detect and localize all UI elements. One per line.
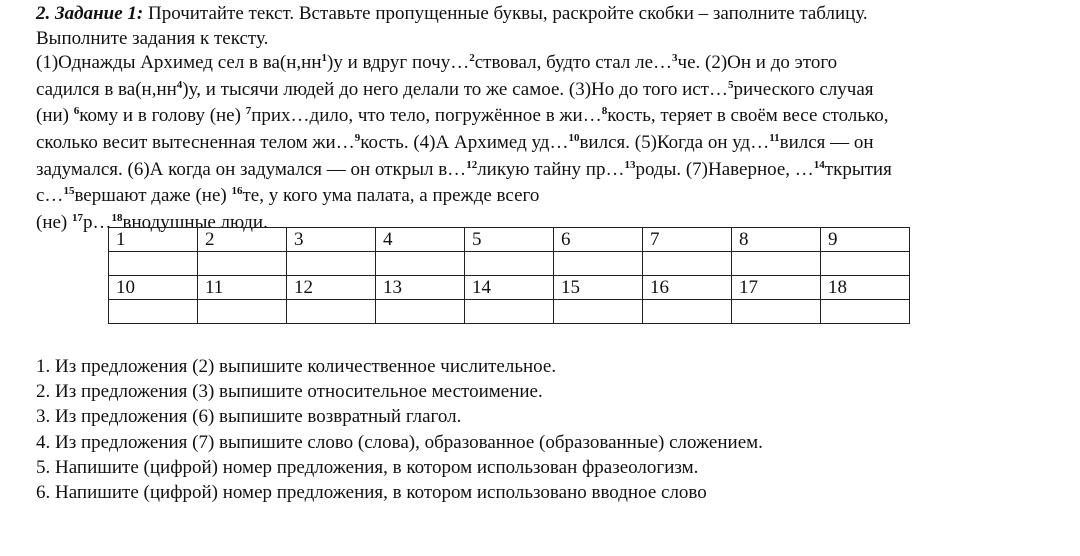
gap-number: 4 [176,78,183,91]
passage-text-fragment: р… [83,211,112,233]
passage-text-fragment: садился в ва(н,нн [36,78,177,100]
passage-text-fragment: кому и в голову (не) [79,105,246,127]
table-number-cell: 5 [465,228,554,252]
question-list [36,354,763,505]
gap-number: 13 [624,158,636,171]
gap-number: 18 [111,211,123,224]
gap-number: 8 [601,105,608,118]
table-number-cell: 11 [198,276,287,300]
passage-text-fragment: рического случая [733,78,874,100]
table-answer-row-2 [109,300,910,324]
table-number-cell: 6 [554,228,643,252]
table-number-cell: 16 [643,276,732,300]
question-item: 1. Из предложения (2) выпишите количественное числительное. [36,356,557,377]
table-answer-cell[interactable] [643,252,732,276]
table-number-cell: 3 [287,228,376,252]
question-item: 5. Напишите (цифрой) номер предложения, в котором использован фразеологизм. [36,456,699,478]
table-number-cell: 1 [109,228,198,252]
passage-line [36,158,1056,185]
gap-number: 3 [672,52,678,65]
question-item: 4. Из предложения (7) выпишите слово (слова), образованное (образованные) сложением. [36,431,763,453]
table-number-cell: 9 [821,228,910,252]
task-heading-line [36,2,1056,27]
question-item: 3. Из предложения (6) выпишите возвратный глагол. [36,406,462,428]
gap-number: 5 [727,78,734,91]
table-answer-cell[interactable] [376,300,465,324]
task-instruction-continued: Выполните задания к тексту. [36,27,269,49]
table-answer-cell[interactable] [198,252,287,276]
answer-table [108,227,910,324]
table-number-cell: 2 [198,228,287,252]
table-number-cell: 15 [554,276,643,300]
table-answer-cell[interactable] [465,300,554,324]
passage-text-fragment: )у, и тысячи людей до него делали то же самое. (3)Но до того ист… [182,78,728,100]
gap-number: 12 [466,158,478,171]
table-answer-cell[interactable] [732,300,821,324]
table-answer-cell[interactable] [821,252,910,276]
passage-line [36,51,1056,78]
gap-number: 1 [321,52,328,65]
passage-text [36,51,1056,237]
passage-text-fragment: ствовал, будто стал ле… [474,52,673,74]
passage-text-fragment: с… [36,185,64,207]
table-answer-cell[interactable] [287,252,376,276]
passage-text-fragment: те, у кого ума палата, а прежде всего [242,185,540,207]
table-number-cell: 8 [732,228,821,252]
table-answer-cell[interactable] [109,300,198,324]
task-instruction: Прочитайте текст. Вставьте пропущенные буквы, раскройте скобки – заполните таблицу. [147,3,868,24]
table-answer-cell[interactable] [465,252,554,276]
passage-text-fragment: вился. (5)Когда он уд… [579,131,770,153]
table-answer-cell[interactable] [287,300,376,324]
table-answer-cell[interactable] [198,300,287,324]
table-answer-cell[interactable] [732,252,821,276]
passage-line [36,131,1056,158]
passage-text-fragment: че. (2)Он и до этого [677,52,838,74]
passage-line [36,184,1056,211]
passage-text-fragment: )у и вдруг почу… [327,52,470,74]
gap-number: 14 [813,158,825,171]
gap-number: 10 [568,131,580,144]
table-number-cell: 4 [376,228,465,252]
passage-text-fragment: вился — он [779,131,874,153]
passage-text-fragment: задумался. (6)А когда он задумался — он открыл в… [36,158,467,180]
table-number-cell: 10 [109,276,198,300]
table-number-cell: 18 [821,276,910,300]
gap-number: 6 [73,105,80,118]
passage-text-fragment: кость, теряет в своём весе столько, [607,105,889,127]
table-header-row-1 [109,228,910,252]
table-answer-row-1 [109,252,910,276]
gap-number: 15 [63,185,75,198]
table-number-cell: 14 [465,276,554,300]
question-item: 2. Из предложения (3) выпишите относительное местоимение. [36,381,543,403]
table-answer-cell[interactable] [376,252,465,276]
task-text-block [36,2,1056,237]
gap-number: 2 [469,52,475,65]
passage-text-fragment: внодушные люди. [122,211,268,233]
table-number-cell: 7 [643,228,732,252]
table-answer-cell[interactable] [821,300,910,324]
table-answer-cell[interactable] [109,252,198,276]
task-heading: 2. Задание 1: [36,3,144,24]
passage-text-fragment: роды. (7)Наверное, … [635,158,814,180]
table-number-cell: 13 [376,276,465,300]
passage-text-fragment: (ни) [36,105,74,127]
passage-text-fragment: ликую тайну пр… [477,158,625,180]
passage-text-fragment: вершают даже (не) [74,185,232,207]
passage-line [36,78,1056,105]
passage-line [36,104,1056,131]
passage-text-fragment: (не) [36,211,73,233]
table-answer-cell[interactable] [554,252,643,276]
passage-text-fragment: ткрытия [824,158,892,180]
question-item: 6. Напишите (цифрой) номер предложения, в котором использовано вводное слово [36,482,707,504]
gap-number: 9 [354,131,361,144]
table-number-cell: 12 [287,276,376,300]
passage-text-fragment: (1)Однажды Архимед сел в ва(н,нн [36,52,322,74]
passage-text-fragment: прих…дило, что тело, погружённое в жи… [251,105,602,127]
table-answer-cell[interactable] [554,300,643,324]
gap-number: 7 [245,105,252,118]
table-number-cell: 17 [732,276,821,300]
gap-number: 16 [231,185,243,198]
gap-number: 17 [72,211,84,224]
passage-text-fragment: кость. (4)А Архимед уд… [360,131,569,153]
table-header-row-2 [109,276,910,300]
gap-number: 11 [769,131,780,144]
passage-text-fragment: сколько весит вытесненная телом жи… [36,131,355,153]
table-answer-cell[interactable] [643,300,732,324]
